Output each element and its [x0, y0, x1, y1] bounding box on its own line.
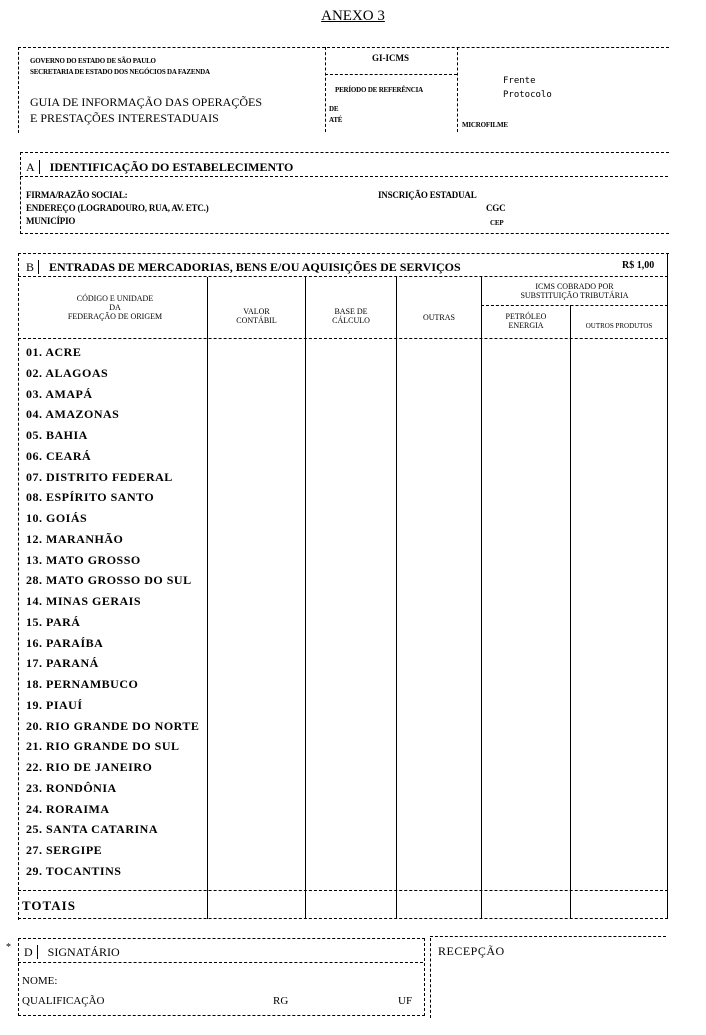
state-row: 18. PERNAMBUCO — [26, 677, 139, 691]
state-row: 04. AMAZONAS — [26, 407, 120, 422]
guide-title-line1: GUIA DE INFORMAÇÃO DAS OPERAÇÕES — [30, 95, 263, 109]
section-d-title: SIGNATÁRIO — [47, 945, 120, 959]
gov-line1: GOVERNO DO ESTADO DE SÃO PAULO — [30, 57, 156, 65]
endereco-label: ENDEREÇO (LOGRADOURO, RUA, AV. ETC.) — [26, 203, 209, 213]
state-row: 15. PARÁ — [26, 614, 81, 629]
cgc-label: CGC — [486, 203, 506, 213]
annex-title: ANEXO 3 — [321, 8, 385, 24]
protocolo-label: Protocolo — [503, 90, 552, 100]
state-row: 06. CEARÁ — [26, 448, 92, 463]
section-a-letter: A — [22, 160, 40, 174]
municipio-label: MUNICÍPIO — [26, 216, 76, 226]
state-row: 25. SANTA CATARINA — [26, 822, 159, 837]
section-a-title: IDENTIFICAÇÃO DO ESTABELECIMENTO — [49, 160, 294, 174]
de-label: DE — [329, 105, 339, 113]
gi-icms-label: GI-ICMS — [372, 53, 410, 63]
uf-field-label: UF — [398, 995, 413, 1007]
state-row: 03. AMAPÁ — [26, 386, 93, 401]
ate-label: ATÉ — [329, 116, 343, 124]
state-row: 23. RONDÔNIA — [26, 780, 117, 795]
state-row: 01. ACRE — [26, 345, 82, 359]
totais-label: TOTAIS — [22, 898, 76, 913]
firma-label: FIRMA/RAZÃO SOCIAL: — [26, 190, 128, 200]
qualificacao-field-label: QUALIFICAÇÃO — [22, 995, 105, 1007]
state-row: 10. GOIÁS — [26, 511, 88, 525]
state-row: 27. SERGIPE — [26, 843, 103, 857]
col-petroleo-header: PETRÓLEO ENERGIA — [505, 312, 547, 330]
recepcao-label: RECEPÇÃO — [438, 944, 505, 958]
state-row: 24. RORAIMA — [26, 801, 110, 816]
state-row: 12. MARANHÃO — [26, 531, 124, 546]
guide-title-line2: E PRESTAÇÕES INTERESTADUAIS — [30, 111, 219, 125]
section-b-title: ENTRADAS DE MERCADORIAS, BENS E/OU AQUISIÇÕES DE SERVIÇOS — [49, 260, 461, 274]
state-row: 22. RIO DE JANEIRO — [26, 760, 153, 774]
state-row: 29. TOCANTINS — [26, 863, 122, 878]
state-row: 14. MINAS GERAIS — [26, 594, 142, 608]
frente-label: Frente — [503, 76, 536, 86]
rg-field-label: RG — [273, 995, 289, 1007]
col-codigo-header: CÓDIGO E UNIDADE DA FEDERAÇÃO DE ORIGEM — [67, 294, 163, 321]
state-row: 13. MATO GROSSO — [26, 552, 141, 567]
state-row: 08. ESPÍRITO SANTO — [26, 490, 155, 505]
state-row: 16. PARAÍBA — [26, 635, 104, 650]
gov-line2: SECRETARIA DE ESTADO DOS NEGÓCIOS DA FAZENDA — [30, 68, 210, 76]
section-b-letter: B — [22, 260, 39, 274]
period-label: PERÍODO DE REFERÊNCIA — [335, 86, 423, 94]
state-row: 07. DISTRITO FEDERAL — [26, 469, 173, 484]
state-row: 20. RIO GRANDE DO NORTE — [26, 718, 200, 733]
cep-label: CEP — [490, 219, 504, 227]
state-row: 19. PIAUÍ — [26, 697, 83, 712]
state-row: 28. MATO GROSSO DO SUL — [26, 573, 192, 588]
microfilme-label: MICROFILME — [462, 121, 508, 129]
col-outros-produtos-header: OUTROS PRODUTOS — [585, 322, 653, 330]
col-base-header: BASE DE CÁLCULO — [332, 307, 370, 325]
state-row: 02. ALAGOAS — [26, 365, 109, 380]
state-row: 17. PARANÁ — [26, 656, 99, 671]
currency-label: R$ 1,00 — [622, 260, 655, 271]
section-d-letter: D — [20, 945, 38, 959]
state-row: 21. RIO GRANDE DO SUL — [26, 739, 180, 754]
col-valor-header: VALOR CONTÁBIL — [236, 307, 277, 325]
col-outras-header: OUTRAS — [422, 313, 455, 322]
state-row: 05. BAHIA — [26, 428, 88, 442]
col-icms-header: ICMS COBRADO POR SUBSTITUIÇÃO TRIBUTÁRIA — [520, 282, 629, 300]
inscricao-label: INSCRIÇÃO ESTADUAL — [378, 190, 477, 200]
asterisk-mark: * — [6, 942, 11, 953]
nome-field-label: NOME: — [22, 975, 58, 987]
